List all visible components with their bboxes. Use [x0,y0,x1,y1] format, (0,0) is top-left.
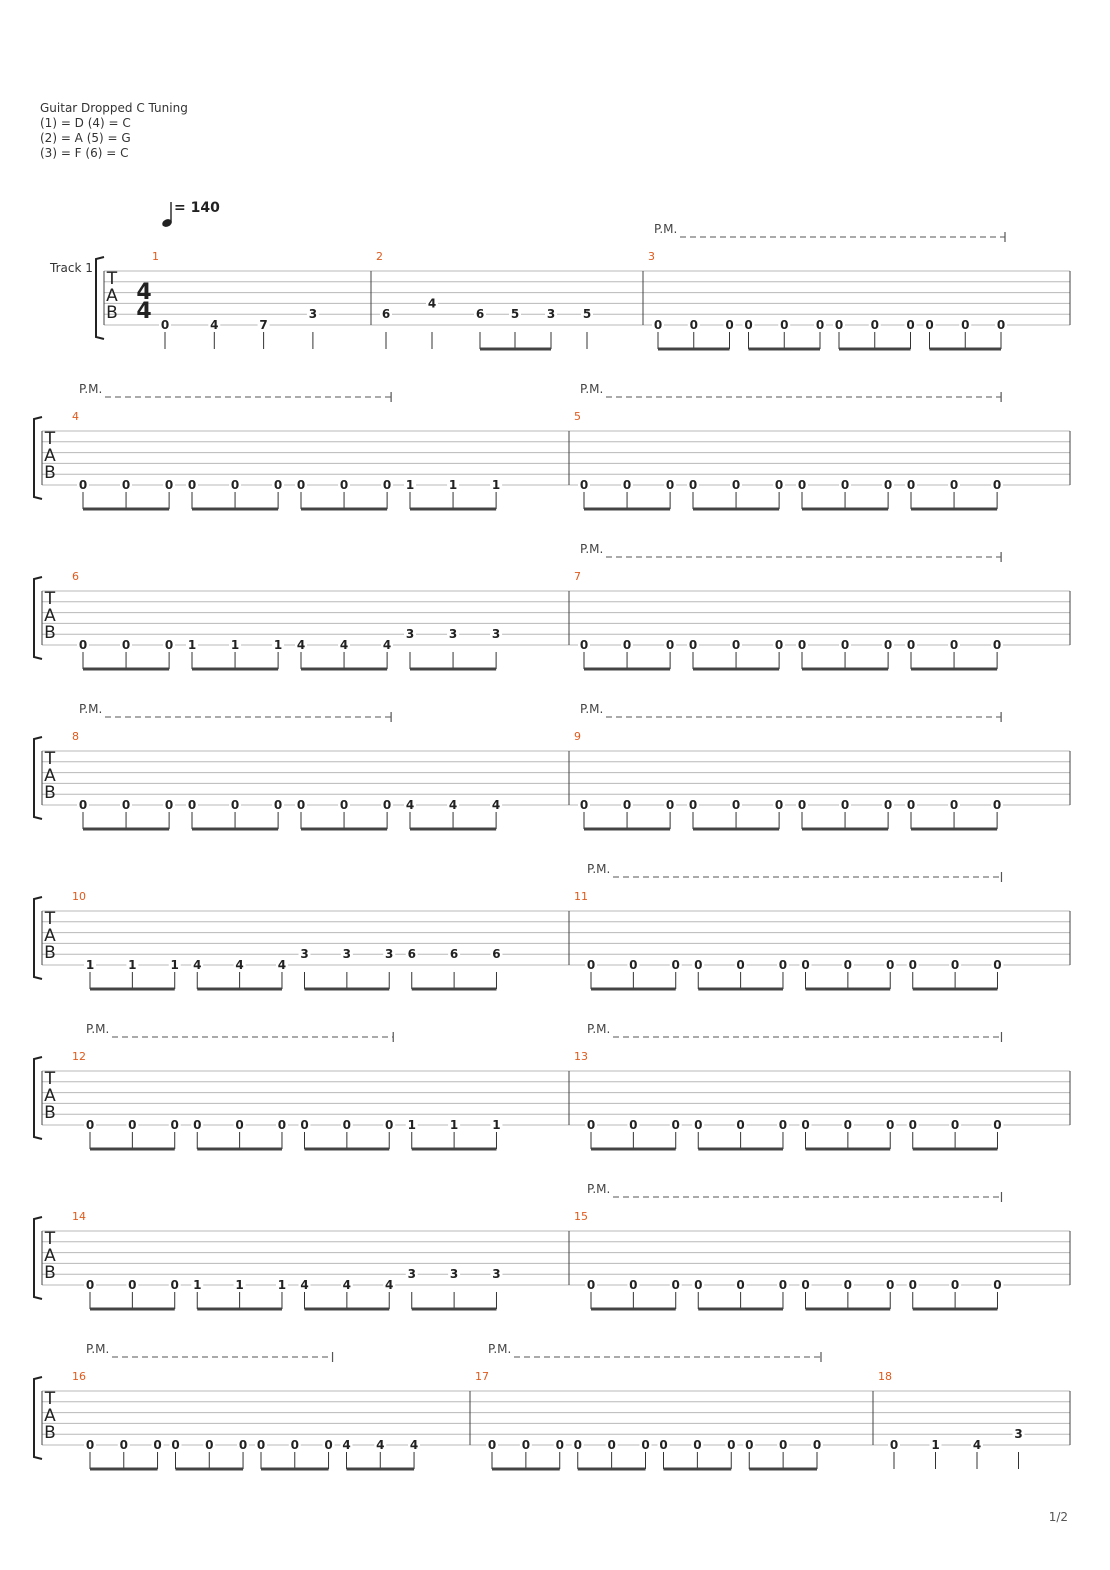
fret-number: 0 [78,638,88,652]
fret-number: 3 [407,1267,416,1282]
fret-number: 0 [774,798,784,812]
tab-clef-letter: T [44,749,56,769]
measure-number: 13 [574,1050,588,1063]
fret-number: 1 [230,638,240,652]
tab-clef-letter: B [44,463,56,483]
measure-number: 9 [574,730,581,743]
fret-number: 0 [725,318,734,332]
fret-number: 0 [607,1438,616,1452]
palm-mute-label: P.M. [79,382,103,396]
fret-number: 0 [801,1278,810,1292]
fret-number: 0 [339,478,349,492]
fret-number: 0 [834,318,844,332]
fret-number: 4 [339,638,349,652]
fret-number: 0 [688,798,698,812]
tempo-marking: = 140 [174,200,220,216]
fret-number: 1 [491,478,501,492]
palm-mute-label: P.M. [654,222,678,236]
fret-number: 0 [694,1278,703,1292]
fret-number: 0 [273,798,283,812]
fret-number: 0 [300,1118,309,1132]
fret-number: 0 [641,1438,650,1452]
fret-number: 0 [187,478,197,492]
fret-number: 4 [405,798,415,812]
palm-mute-label: P.M. [580,542,604,556]
measure-number: 8 [72,730,79,743]
fret-number: 4 [342,1438,351,1452]
fret-number: 0 [731,638,741,652]
fret-number: 0 [586,958,596,972]
fret-number: 4 [193,958,202,972]
palm-mute-label: P.M. [580,702,604,716]
fret-number: 0 [689,318,698,332]
fret-number: 0 [521,1438,531,1452]
fret-number: 0 [815,318,825,332]
fret-number: 0 [78,798,88,812]
fret-number: 0 [993,1278,1002,1292]
fret-number: 4 [300,1278,309,1292]
fret-number: 1 [187,638,197,652]
track-label: Track 1 [50,261,93,275]
fret-number: 3 [492,1267,501,1282]
fret-number: 0 [906,798,916,812]
tab-clef-letter: B [44,1263,56,1283]
fret-number: 3 [491,627,501,642]
fret-number: 1 [449,1118,459,1132]
fret-number: 0 [160,318,170,332]
fret-number: 6 [449,947,459,962]
fret-number: 0 [950,1278,960,1292]
measure-number: 10 [72,890,86,903]
fret-number: 0 [586,1118,596,1132]
fret-number: 0 [774,478,784,492]
tuning-line: (2) = A (5) = G [40,131,131,145]
fret-number: 0 [840,478,850,492]
fret-number: 0 [85,1438,95,1452]
measure-number: 18 [878,1370,892,1383]
tab-clef-letter: A [106,286,118,306]
fret-number: 0 [949,478,959,492]
measure-number: 11 [574,890,588,903]
measure-number: 1 [152,250,159,263]
measure-number: 2 [376,250,383,263]
fret-number: 1 [235,1278,244,1292]
palm-mute-label: P.M. [86,1022,110,1036]
fret-number: 0 [85,1118,95,1132]
tab-clef-letter: A [44,1406,56,1426]
palm-mute-label: P.M. [488,1342,512,1356]
fret-number: 0 [840,798,850,812]
fret-number: 3 [308,307,318,322]
fret-number: 0 [230,798,240,812]
fret-number: 1 [273,638,283,652]
fret-number: 0 [235,1118,244,1132]
fret-number: 0 [153,1438,162,1452]
fret-number: 0 [290,1438,299,1452]
fret-number: 0 [889,1438,899,1452]
fret-number: 0 [119,1438,128,1452]
fret-number: 0 [339,798,349,812]
fret-number: 1 [193,1278,202,1292]
fret-number: 0 [883,798,893,812]
fret-number: 0 [993,1118,1002,1132]
tuning-line: (3) = F (6) = C [40,146,129,160]
fret-number: 3 [300,947,309,962]
fret-number: 0 [256,1438,266,1452]
fret-number: 0 [671,1118,680,1132]
fret-number: 4 [972,1438,982,1452]
tab-clef-letter: B [44,1423,56,1443]
fret-number: 0 [778,958,788,972]
fret-number: 1 [407,1118,416,1132]
fret-number: 5 [510,307,520,322]
fret-number: 0 [797,798,807,812]
fret-number: 0 [843,1118,853,1132]
fret-number: 0 [886,1278,895,1292]
fret-number: 4 [210,318,219,332]
system-bracket [34,577,42,659]
fret-number: 0 [78,478,88,492]
fret-number: 0 [382,478,392,492]
measure-number: 16 [72,1370,86,1383]
fret-number: 4 [409,1438,419,1452]
fret-number: 0 [121,638,131,652]
fret-number: 0 [170,1118,179,1132]
fret-number: 0 [164,478,174,492]
tab-clef-letter: T [44,589,56,609]
tab-clef-letter: B [44,1103,56,1123]
fret-number: 0 [230,478,240,492]
palm-mute-label: P.M. [79,702,103,716]
fret-number: 0 [745,1438,754,1452]
fret-number: 0 [908,1278,917,1292]
fret-number: 0 [629,1278,638,1292]
fret-number: 0 [671,1278,680,1292]
fret-number: 0 [801,958,810,972]
tab-clef-letter: A [44,1086,56,1106]
fret-number: 0 [273,478,283,492]
fret-number: 4 [385,1278,394,1292]
time-signature-bottom: 4 [136,299,152,324]
fret-number: 0 [797,638,807,652]
palm-mute-label: P.M. [587,1022,611,1036]
tab-clef-letter: T [44,1229,56,1249]
fret-number: 0 [949,638,959,652]
fret-number: 0 [121,478,131,492]
fret-number: 0 [992,638,1002,652]
tuning-title: Guitar Dropped C Tuning [40,101,188,115]
fret-number: 0 [774,638,784,652]
fret-number: 1 [931,1438,940,1452]
fret-number: 0 [780,318,789,332]
tab-clef-letter: A [44,446,56,466]
system-bracket [34,1217,42,1299]
tab-clef-letter: T [44,429,56,449]
fret-number: 0 [205,1438,214,1452]
fret-number: 0 [629,1118,638,1132]
tab-clef-letter: A [44,1246,56,1266]
fret-number: 0 [797,478,807,492]
fret-number: 4 [376,1438,385,1452]
fret-number: 0 [128,1278,137,1292]
fret-number: 0 [382,798,392,812]
fret-number: 0 [277,1118,287,1132]
fret-number: 1 [128,958,137,972]
fret-number: 0 [908,1118,917,1132]
fret-number: 0 [296,478,306,492]
palm-mute-label: P.M. [580,382,604,396]
page-number: 1/2 [1048,1510,1068,1524]
tab-clef-letter: A [44,606,56,626]
fret-number: 1 [277,1278,287,1292]
fret-number: 0 [843,958,853,972]
measure-number: 7 [574,570,581,583]
fret-number: 0 [694,958,703,972]
fret-number: 1 [448,478,458,492]
fret-number: 0 [665,478,675,492]
palm-mute-label: P.M. [587,862,611,876]
fret-number: 0 [653,318,663,332]
tab-clef-letter: A [44,766,56,786]
fret-number: 0 [688,638,698,652]
fret-number: 0 [883,478,893,492]
fret-number: 0 [296,798,306,812]
fret-number: 0 [843,1278,853,1292]
measure-number: 15 [574,1210,588,1223]
fret-number: 0 [694,1118,703,1132]
tuning-line: (1) = D (4) = C [40,116,131,130]
fret-number: 0 [187,798,197,812]
fret-number: 0 [925,318,934,332]
fret-number: 0 [840,638,850,652]
fret-number: 4 [296,638,306,652]
fret-number: 6 [381,307,391,322]
fret-number: 0 [996,318,1006,332]
fret-number: 0 [949,798,959,812]
fret-number: 3 [448,627,458,642]
fret-number: 0 [629,958,638,972]
fret-number: 0 [128,1118,137,1132]
tab-clef-letter: A [44,926,56,946]
fret-number: 0 [992,798,1002,812]
fret-number: 4 [427,296,437,311]
measure-number: 5 [574,410,581,423]
fret-number: 6 [475,307,485,322]
fret-number: 0 [778,1438,788,1452]
fret-number: 0 [665,798,675,812]
fret-number: 4 [448,798,458,812]
system-bracket [96,257,104,339]
fret-number: 3 [449,1267,459,1282]
tab-clef-letter: T [106,269,118,289]
fret-number: 0 [688,478,698,492]
fret-number: 0 [731,478,741,492]
fret-number: 0 [961,318,970,332]
fret-number: 0 [579,478,589,492]
fret-number: 7 [259,318,268,332]
measure-number: 6 [72,570,79,583]
fret-number: 0 [886,1118,895,1132]
fret-number: 0 [906,318,915,332]
tab-clef-letter: T [44,1069,56,1089]
fret-number: 0 [693,1438,702,1452]
fret-number: 0 [886,958,895,972]
fret-number: 1 [405,478,415,492]
fret-number: 3 [405,627,415,642]
fret-number: 0 [883,638,893,652]
tab-clef-letter: T [44,909,56,929]
system-bracket [34,737,42,819]
fret-number: 0 [170,1278,179,1292]
measure-number: 4 [72,410,79,423]
palm-mute-label: P.M. [86,1342,110,1356]
fret-number: 6 [407,947,416,962]
fret-number: 0 [908,958,917,972]
fret-number: 0 [586,1278,596,1292]
fret-number: 0 [870,318,879,332]
fret-number: 6 [492,947,501,962]
fret-number: 4 [342,1278,352,1292]
measure-number: 12 [72,1050,86,1063]
tab-clef-letter: B [44,623,56,643]
system-bracket [34,417,42,499]
fret-number: 3 [1014,1427,1023,1442]
fret-number: 0 [164,798,174,812]
fret-number: 0 [665,638,675,652]
fret-number: 0 [573,1438,582,1452]
fret-number: 0 [731,798,741,812]
fret-number: 0 [238,1438,248,1452]
fret-number: 0 [812,1438,822,1452]
fret-number: 0 [193,1118,202,1132]
fret-number: 0 [736,958,745,972]
fret-number: 3 [385,947,394,962]
tab-clef-letter: B [44,783,56,803]
fret-number: 0 [579,638,589,652]
fret-number: 5 [582,307,592,322]
fret-number: 0 [164,638,174,652]
system-bracket [34,897,42,979]
fret-number: 4 [235,958,244,972]
system-bracket [34,1377,42,1459]
fret-number: 1 [170,958,179,972]
fret-number: 0 [671,958,680,972]
fret-number: 0 [85,1278,95,1292]
fret-number: 0 [385,1118,394,1132]
fret-number: 4 [382,638,392,652]
measure-number: 17 [475,1370,489,1383]
fret-number: 0 [342,1118,352,1132]
fret-number: 0 [778,1118,788,1132]
time-signature-top: 4 [136,280,152,305]
fret-number: 0 [906,478,916,492]
fret-number: 0 [950,1118,960,1132]
fret-number: 0 [487,1438,497,1452]
fret-number: 0 [659,1438,668,1452]
fret-number: 0 [171,1438,180,1452]
measure-number: 3 [648,250,655,263]
system-bracket [34,1057,42,1139]
fret-number: 0 [555,1438,564,1452]
tab-clef-letter: B [44,943,56,963]
fret-number: 0 [992,478,1002,492]
fret-number: 0 [324,1438,333,1452]
fret-number: 1 [492,1118,501,1132]
measure-number: 14 [72,1210,86,1223]
fret-number: 0 [906,638,916,652]
fret-number: 0 [622,638,632,652]
fret-number: 3 [546,307,556,322]
fret-number: 0 [121,798,131,812]
fret-number: 3 [342,947,352,962]
fret-number: 0 [950,958,960,972]
fret-number: 0 [579,798,589,812]
palm-mute-label: P.M. [587,1182,611,1196]
fret-number: 4 [491,798,501,812]
fret-number: 0 [622,798,632,812]
fret-number: 0 [993,958,1002,972]
fret-number: 0 [736,1278,745,1292]
tab-clef-letter: B [106,303,118,323]
fret-number: 0 [778,1278,788,1292]
fret-number: 0 [622,478,632,492]
fret-number: 4 [277,958,287,972]
fret-number: 0 [736,1118,745,1132]
fret-number: 1 [85,958,95,972]
fret-number: 0 [744,318,753,332]
tab-clef-letter: T [44,1389,56,1409]
fret-number: 0 [727,1438,736,1452]
fret-number: 0 [801,1118,810,1132]
